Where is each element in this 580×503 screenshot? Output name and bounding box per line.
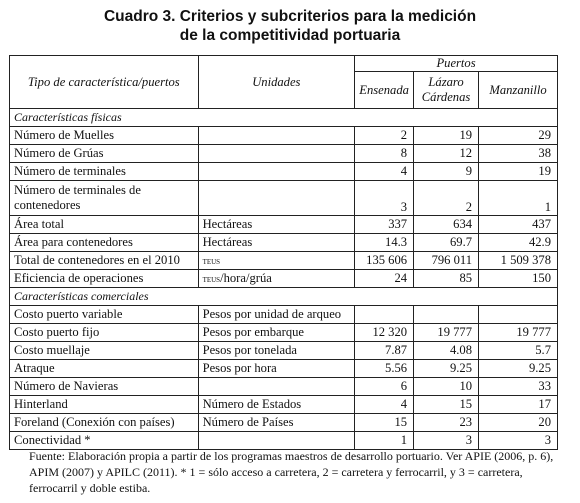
row-value: 135 606 <box>355 252 414 270</box>
row-value: 69.7 <box>414 234 479 252</box>
row-value: 19 <box>414 127 479 145</box>
row-unit: Pesos por unidad de arqueo <box>198 306 355 324</box>
row-unit: Hectáreas <box>198 216 355 234</box>
section-physical <box>10 109 558 127</box>
row-value: 3 <box>414 432 479 450</box>
row-unit <box>198 145 355 163</box>
row-value: 2 <box>355 127 414 145</box>
row-value: 23 <box>414 414 479 432</box>
title-line-2: de la competitividad portuaria <box>179 27 401 44</box>
row-value: 796 011 <box>414 252 479 270</box>
row-value: 10 <box>414 378 479 396</box>
row-label: Hinterland <box>10 396 199 414</box>
table-row <box>10 324 558 342</box>
table-row <box>10 181 558 216</box>
row-value: 8 <box>355 145 414 163</box>
row-value: 9.25 <box>479 360 558 378</box>
table-row <box>10 145 558 163</box>
row-value: 14.3 <box>355 234 414 252</box>
header-tipo: Tipo de característica/puertos <box>10 56 199 109</box>
row-value: 3 <box>355 181 414 216</box>
header-port-2: Lázaro Cárdenas <box>414 72 479 109</box>
row-label: Conectividad * <box>10 432 199 450</box>
row-value: 4.08 <box>414 342 479 360</box>
table-row <box>10 396 558 414</box>
row-unit: teus/hora/grúa <box>198 270 355 288</box>
row-label: Número de terminales <box>10 163 199 181</box>
title-line-1: Cuadro 3. Criterios y subcriterios para la medición <box>103 8 477 25</box>
row-value: 7.87 <box>355 342 414 360</box>
row-value: 9 <box>414 163 479 181</box>
row-label: Foreland (Conexión con países) <box>10 414 199 432</box>
table-row <box>10 127 558 145</box>
header-unidades: Unidades <box>198 56 355 109</box>
table-row <box>10 216 558 234</box>
row-value: 17 <box>479 396 558 414</box>
row-label: Número de Grúas <box>10 145 199 163</box>
row-value: 19 777 <box>414 324 479 342</box>
row-value: 1 <box>479 181 558 216</box>
row-value: 12 320 <box>355 324 414 342</box>
section-label: Características físicas <box>10 109 558 127</box>
row-label: Área total <box>10 216 199 234</box>
row-value: 3 <box>479 432 558 450</box>
row-label: Número de Navieras <box>10 378 199 396</box>
row-unit <box>198 163 355 181</box>
row-value: 150 <box>479 270 558 288</box>
row-unit <box>198 181 355 216</box>
row-value: 5.7 <box>479 342 558 360</box>
row-value: 337 <box>355 216 414 234</box>
row-value: 19 <box>479 163 558 181</box>
header-puertos: Puertos <box>355 56 558 72</box>
table-row <box>10 306 558 324</box>
row-unit: Pesos por hora <box>198 360 355 378</box>
row-unit <box>198 432 355 450</box>
row-value: 1 509 378 <box>479 252 558 270</box>
row-value <box>355 306 414 324</box>
row-value: 12 <box>414 145 479 163</box>
table-row <box>10 270 558 288</box>
row-value: 19 777 <box>479 324 558 342</box>
row-unit: Pesos por embarque <box>198 324 355 342</box>
row-label: Eficiencia de operaciones <box>10 270 199 288</box>
row-unit <box>198 378 355 396</box>
table-row <box>10 342 558 360</box>
row-value: 4 <box>355 396 414 414</box>
row-value: 29 <box>479 127 558 145</box>
row-label: Número de Muelles <box>10 127 199 145</box>
row-unit <box>198 127 355 145</box>
row-label: Número de terminales de contenedores <box>10 181 199 216</box>
header-row <box>10 56 558 72</box>
row-value: 9.25 <box>414 360 479 378</box>
header-port-1: Ensenada <box>355 72 414 109</box>
row-value: 5.56 <box>355 360 414 378</box>
row-label: Costo muellaje <box>10 342 199 360</box>
table-row <box>10 414 558 432</box>
table-row <box>10 432 558 450</box>
table-row <box>10 252 558 270</box>
row-value: 15 <box>355 414 414 432</box>
row-value <box>414 306 479 324</box>
table-title <box>0 7 580 45</box>
row-value: 24 <box>355 270 414 288</box>
footnote-text: Fuente: Elaboración propia a partir de los programas maestros de desarrollo portuario. Ver APIE (2006, p. 6), APIM (2007) y APILC (2011). * 1 = sólo acceso a carretera, 2 = carretera y ferrocarril, y 3 = carretera, ferrocarril y doble estiba. <box>29 449 554 495</box>
row-unit: Hectáreas <box>198 234 355 252</box>
row-value: 38 <box>479 145 558 163</box>
data-table <box>9 55 558 450</box>
row-value: 4 <box>355 163 414 181</box>
section-commercial <box>10 288 558 306</box>
table-row <box>10 378 558 396</box>
row-label: Costo puerto fijo <box>10 324 199 342</box>
footnote <box>29 448 569 496</box>
row-label: Costo puerto variable <box>10 306 199 324</box>
row-value: 6 <box>355 378 414 396</box>
section-label: Características comerciales <box>10 288 558 306</box>
table-body <box>10 109 558 450</box>
row-value: 15 <box>414 396 479 414</box>
row-label: Atraque <box>10 360 199 378</box>
table-row <box>10 360 558 378</box>
row-unit: Pesos por tonelada <box>198 342 355 360</box>
row-value <box>479 306 558 324</box>
row-value: 42.9 <box>479 234 558 252</box>
row-unit: Número de Países <box>198 414 355 432</box>
row-value: 437 <box>479 216 558 234</box>
table-row <box>10 234 558 252</box>
header-port-3: Manzanillo <box>479 72 558 109</box>
row-value: 20 <box>479 414 558 432</box>
row-value: 85 <box>414 270 479 288</box>
row-value: 2 <box>414 181 479 216</box>
table-row <box>10 163 558 181</box>
row-unit: teus <box>198 252 355 270</box>
row-unit: Número de Estados <box>198 396 355 414</box>
row-value: 1 <box>355 432 414 450</box>
row-label: Área para contenedores <box>10 234 199 252</box>
row-label: Total de contenedores en el 2010 <box>10 252 199 270</box>
row-value: 33 <box>479 378 558 396</box>
row-value: 634 <box>414 216 479 234</box>
